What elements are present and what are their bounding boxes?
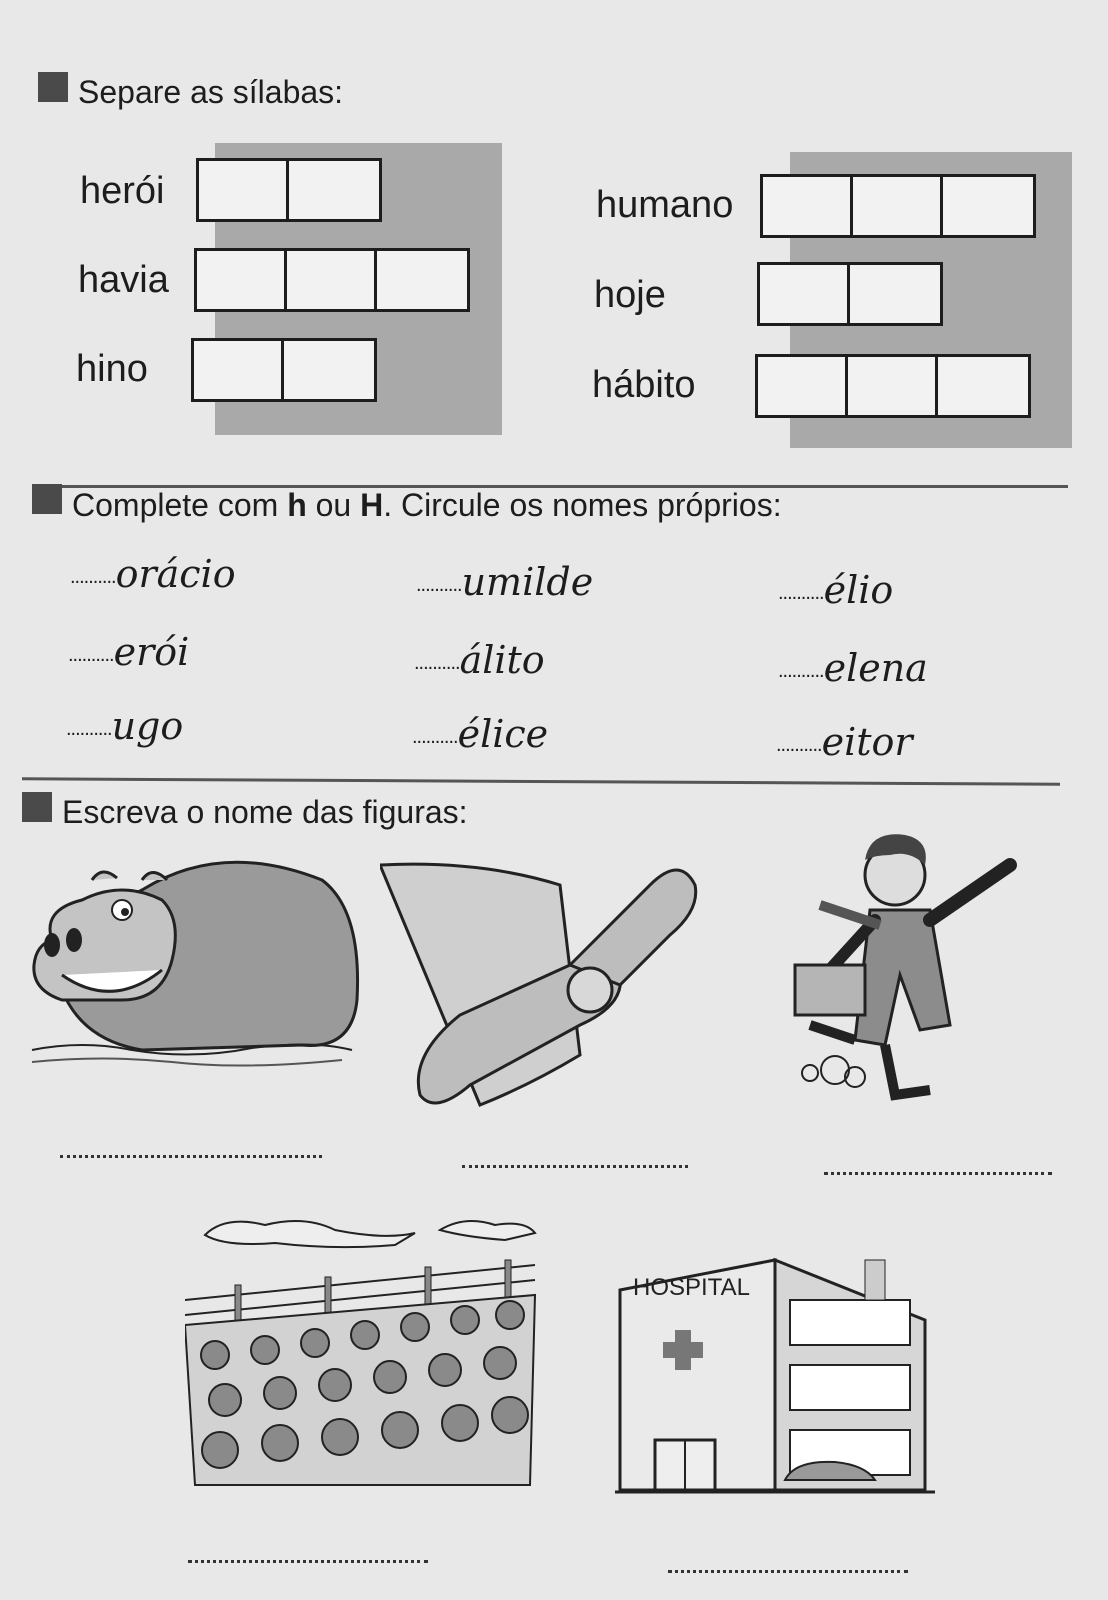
fill-blank[interactable]: .......... [778,582,824,604]
fill-blank[interactable]: .......... [778,660,824,682]
fill-word: elena [823,646,928,690]
title-part: Complete com [72,487,288,523]
syllable-word: hoje [594,274,666,316]
fill-word: élice [457,712,549,756]
syllable-cell[interactable] [289,161,379,219]
section1-title: Separe as sílabas: [78,74,344,110]
syllable-cell[interactable] [848,357,938,415]
syllable-word: humano [596,184,734,226]
syllable-cell[interactable] [287,251,377,309]
syllable-boxes[interactable] [757,262,943,326]
fill-item[interactable] [416,560,593,604]
fill-item[interactable] [66,704,183,748]
section-divider [22,777,1060,785]
syllable-boxes[interactable] [194,248,470,312]
section-marker [38,72,68,102]
section3-title: Escreva o nome das figuras: [62,794,468,830]
fill-word: élio [823,568,894,612]
section2-title [72,487,782,524]
section-marker [32,484,62,514]
hospital-icon [615,1240,945,1500]
title-H: H [360,487,384,523]
syllable-cell[interactable] [758,357,848,415]
syllable-cell[interactable] [194,341,284,399]
syllable-boxes[interactable] [760,174,1036,238]
syllable-cell[interactable] [943,177,1033,235]
title-part: . Circule os nomes próprios: [383,487,782,523]
syllable-word: hábito [592,364,696,406]
syllable-boxes[interactable] [755,354,1031,418]
fill-item[interactable] [778,568,893,612]
garden-icon [185,1215,545,1495]
answer-line[interactable] [462,1165,688,1168]
syllable-cell[interactable] [763,177,853,235]
hippo-icon [22,850,362,1080]
syllable-cell[interactable] [853,177,943,235]
answer-line[interactable] [668,1570,908,1573]
fill-blank[interactable]: .......... [68,644,114,666]
syllable-cell[interactable] [284,341,374,399]
syllable-word: herói [80,170,165,212]
syllable-word: havia [78,259,169,301]
hospital-sign: HOSPITAL [633,1274,750,1301]
propeller-icon [380,855,710,1125]
fill-item[interactable] [68,630,189,674]
fill-item[interactable] [70,552,236,596]
fill-word: ugo [111,704,184,748]
syllable-cell[interactable] [938,357,1028,415]
title-part: ou [306,487,361,523]
fill-blank[interactable]: .......... [414,652,460,674]
syllable-cell[interactable] [199,161,289,219]
answer-line[interactable] [824,1172,1052,1175]
syllable-boxes[interactable] [191,338,377,402]
fill-item[interactable] [412,712,548,756]
fill-item[interactable] [776,720,913,764]
syllable-cell[interactable] [377,251,467,309]
fill-blank[interactable]: .......... [776,734,822,756]
fill-word: eitor [821,720,913,764]
syllable-word: hino [76,348,148,390]
answer-line[interactable] [188,1560,428,1563]
fill-item[interactable] [414,638,545,682]
fill-blank[interactable]: .......... [412,726,458,748]
fill-item[interactable] [778,646,928,690]
syllable-boxes[interactable] [196,158,382,222]
syllable-cell[interactable] [850,265,940,323]
fill-blank[interactable]: .......... [70,566,116,588]
section-marker [22,792,52,822]
fill-blank[interactable]: .......... [416,574,462,596]
fill-blank[interactable]: .......... [66,718,112,740]
title-h: h [287,487,307,523]
fill-word: erói [113,630,190,674]
fill-word: orácio [115,552,236,596]
answer-line[interactable] [60,1155,322,1158]
fill-word: umilde [461,560,594,604]
syllable-cell[interactable] [760,265,850,323]
running-man-icon [780,825,1050,1115]
syllable-cell[interactable] [197,251,287,309]
fill-word: álito [459,638,545,682]
